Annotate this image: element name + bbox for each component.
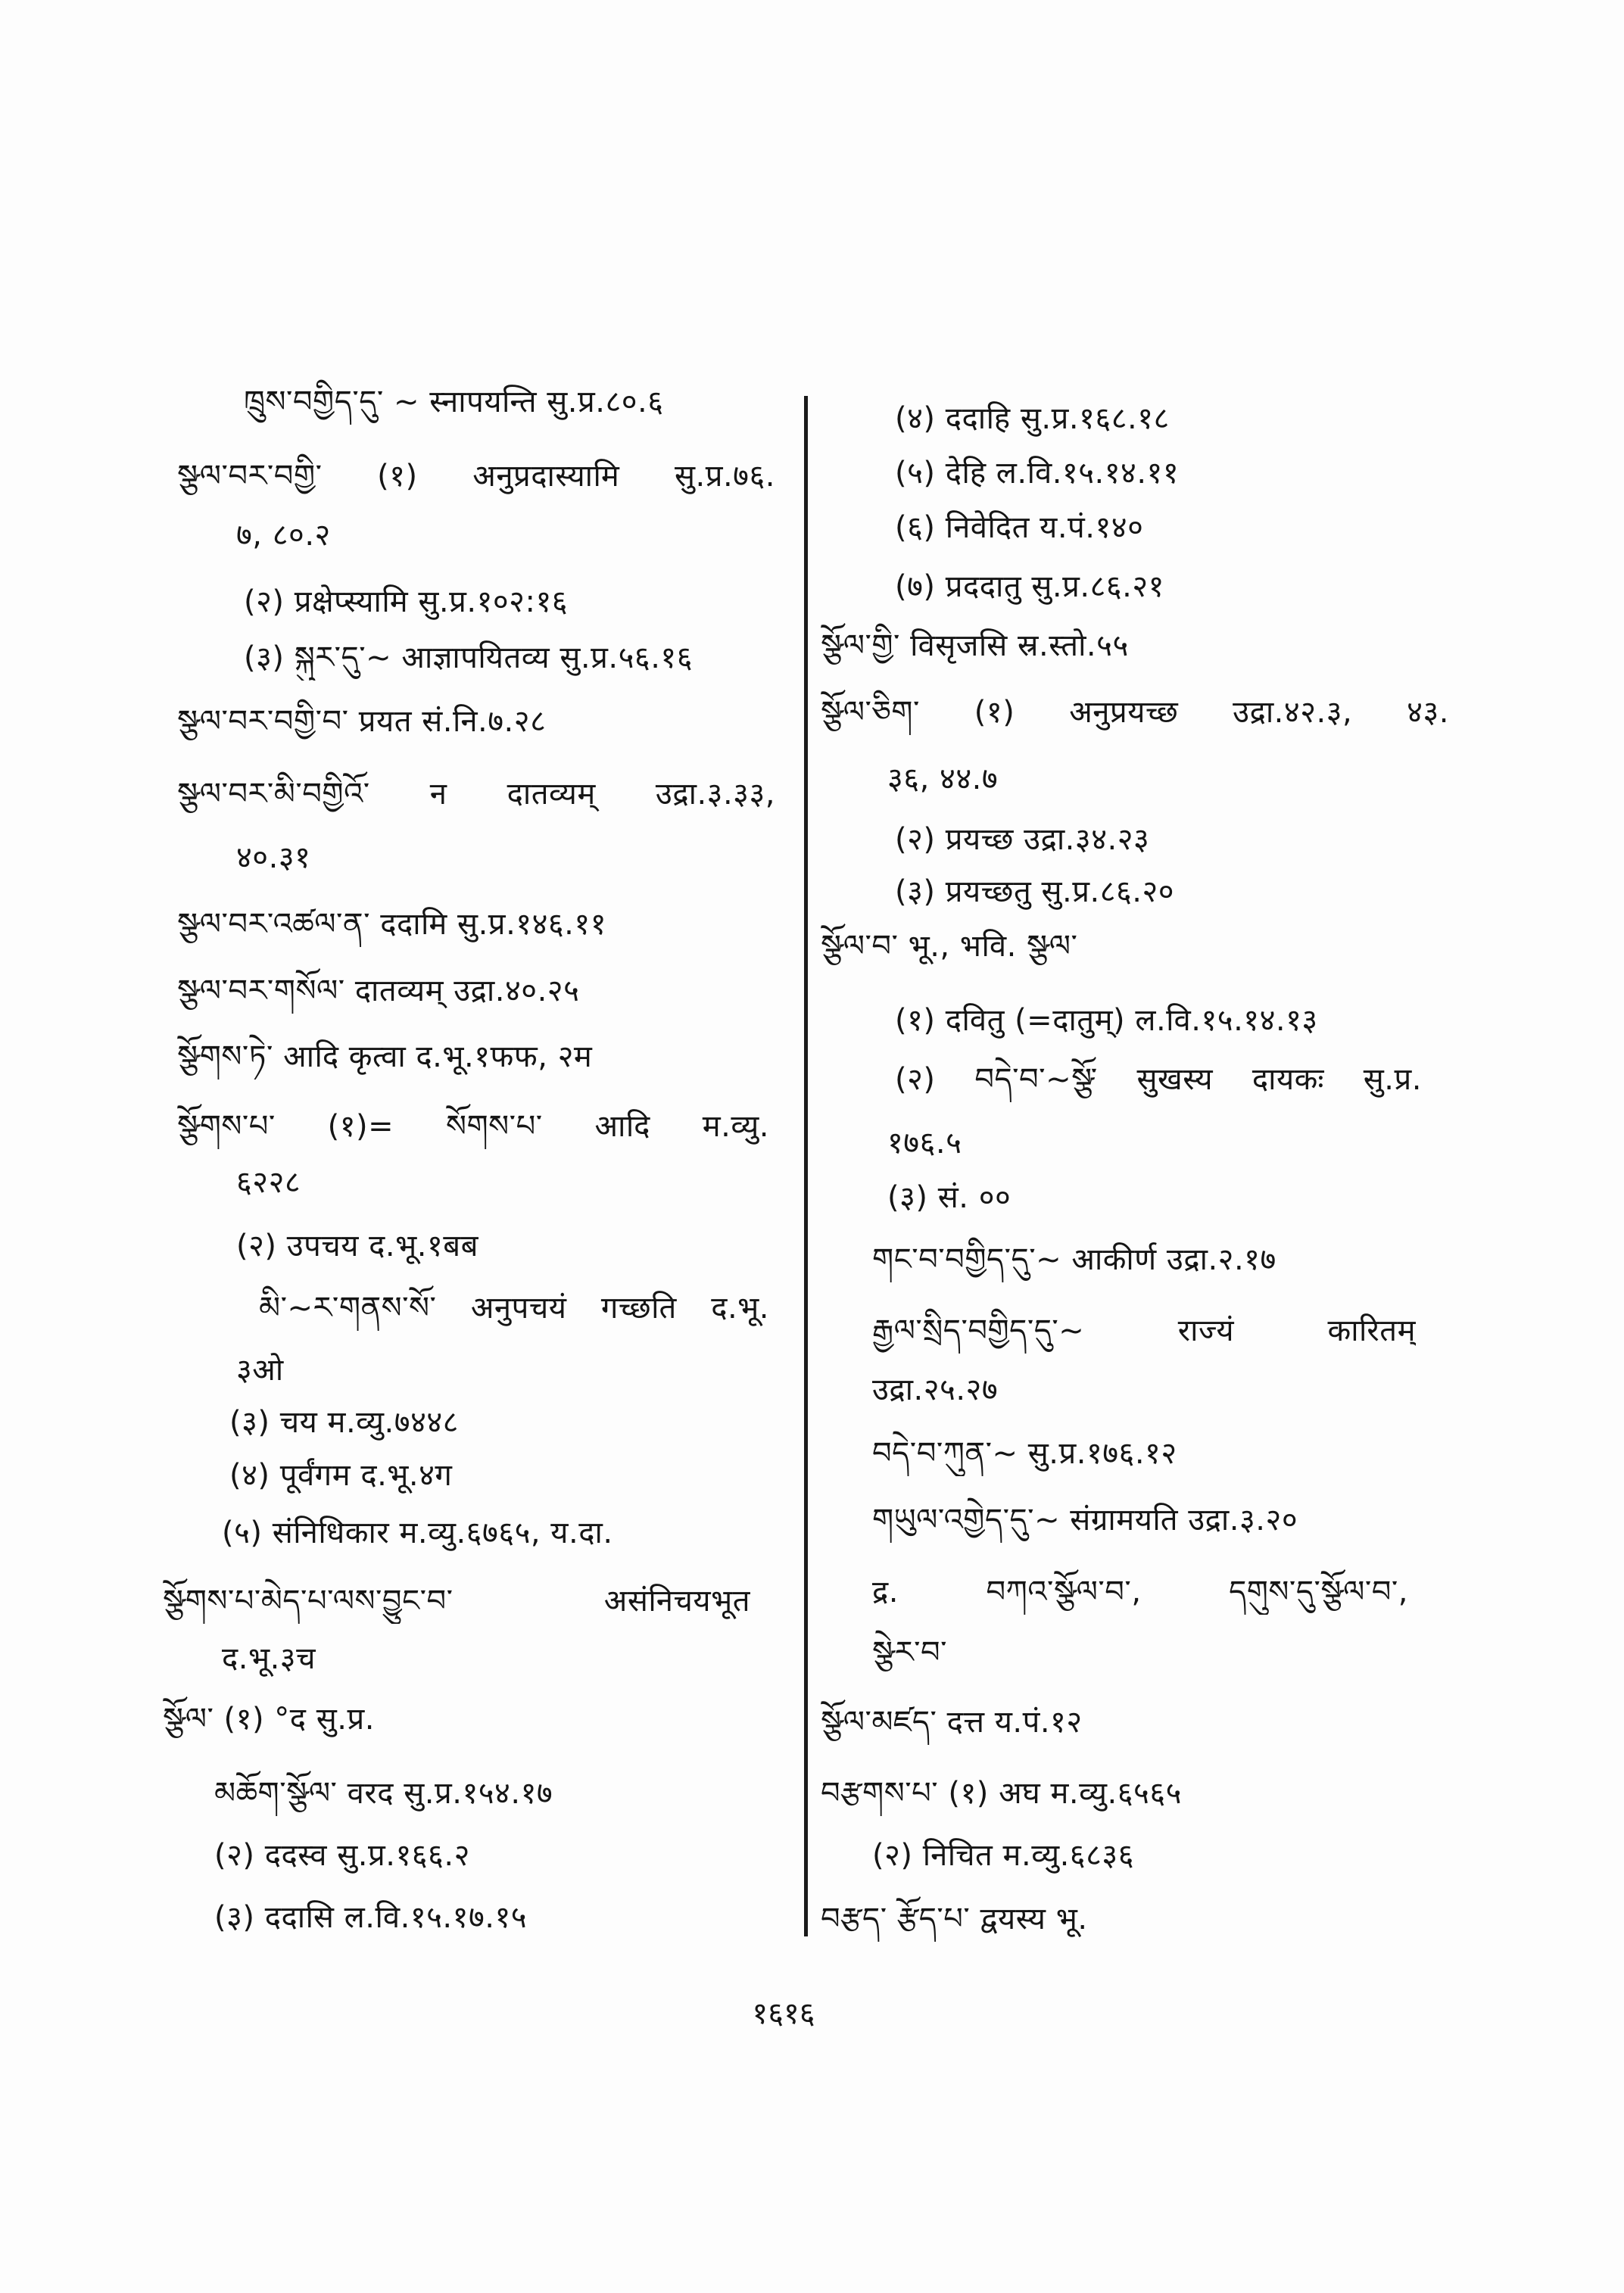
page-number: १६१६ [752, 1996, 815, 2031]
entry-line: (२) उपचय द.भू.१बब [236, 1229, 478, 1263]
entry-line: उद्रा.२५.२७ [872, 1372, 999, 1407]
entry-line: ७, ८०.२ [236, 518, 331, 553]
entry-line: (२) བདེ་བ་~སྩོ་ सुखस्य दायकः सु.प्र. [895, 1062, 1422, 1097]
entry-line: སྩལ་བར་མི་བགྱིའོ་ न दातव्यम् उद्रा.३.३३, [177, 777, 775, 812]
entry-line: (३) སྐུར་དུ་~ आज्ञापयितव्य सु.प्र.५६.१६ [244, 640, 694, 675]
entry-line: སྩོགས་པ་ (१)= སོགས་པ་ आदि म.व्यु. [177, 1109, 769, 1144]
entry-line: (५) देहि ल.वि.१५.१४.११ [895, 456, 1180, 491]
entry-line: གང་བ་བགྱིད་དུ་~ आकीर्ण उद्रा.२.१७ [872, 1242, 1276, 1277]
entry-line: སྩལ་བར་བགྱི་ (१) अनुप्रदास्यामि सु.प्र.७६. [177, 459, 775, 494]
entry-line: སྩོལ་གྱི་ विसृजसि स्र.स्तो.५५ [821, 628, 1129, 663]
entry-line: ३६, ४४.७ [887, 762, 999, 796]
entry-line: གཡུལ་འགྱེད་དུ་~ संग्रामयति उद्रा.३.२० [872, 1503, 1298, 1537]
entry-line: (३) चय म.व्यु.७४४८ [229, 1405, 459, 1440]
entry-line: (७) प्रददातु सु.प्र.८६.२१ [895, 569, 1164, 604]
entry-line: སྩོགས་ཏེ་ आदि कृत्वा द.भू.१फफ, २म [177, 1039, 593, 1074]
entry-line: द.भू.३च [222, 1641, 316, 1676]
entry-line: ३ओ [236, 1353, 284, 1388]
entry-line: སྩོལ་མཛད་ दत्त य.पं.१२ [821, 1705, 1083, 1740]
entry-line: སྩེར་བ་ [872, 1635, 948, 1670]
entry-line: (२) ददस्व सु.प्र.१६६.२ [214, 1838, 470, 1873]
entry-line: (६) निवेदित य.पं.१४० [895, 510, 1144, 545]
entry-line: (२) प्रयच्छ उद्रा.३४.२३ [895, 822, 1150, 857]
entry-line: སྩལ་བར་བགྱི་བ་ प्रयत सं.नि.७.२८ [177, 704, 547, 739]
entry-line: द्र. བཀའ་སྩོལ་བ་, དགུས་དུ་སྩོལ་བ་, [872, 1575, 1408, 1609]
entry-line: བརྩད་ རྩོད་པ་ द्वयस्य भू. [821, 1902, 1088, 1936]
entry-line: (२) निचित म.व्यु.६८३६ [872, 1838, 1134, 1873]
entry-line: སྩོགས་པ་མེད་པ་ལས་བྱུང་བ་ असंनिचयभूत [163, 1584, 750, 1618]
entry-line: (२) प्रक्षेप्स्यामि सु.प्र.१०२:१६ [244, 584, 569, 619]
entry-line: (४) ददाहि सु.प्र.१६८.१८ [895, 401, 1170, 436]
entry-line: བརྩགས་པ་ (१) अघ म.व्यु.६५६५ [821, 1776, 1182, 1811]
entry-line: (४) पूर्वंगम द.भू.४ग [229, 1458, 453, 1493]
entry-line: (३) ददासि ल.वि.१५.१७.१५ [214, 1900, 528, 1935]
entry-line: བདེ་བ་ཀུན་~ सु.प्र.१७६.१२ [872, 1436, 1177, 1471]
entry-line: (३) सं. ०० [887, 1180, 1011, 1215]
entry-line: (५) संनिधिकार म.व्यु.६७६५, य.दा. [222, 1516, 613, 1550]
entry-line: (३) प्रयच्छतु सु.प्र.८६.२० [895, 874, 1175, 909]
entry-line: སྩལ་བར་གསོལ་ दातव्यम् उद्रा.४०.२५ [177, 974, 580, 1008]
entry-line: སྩོལ་ཅིག་ (१) अनुप्रयच्छ उद्रा.४२.३, ४३. [821, 695, 1449, 730]
column-divider [804, 396, 808, 1936]
entry-line: (१) दवितु (=दातुम्) ल.वि.१५.१४.१३ [895, 1003, 1318, 1038]
entry-line: སྩལ་བར་འཚལ་ན་ ददामि सु.प्र.१४६.११ [177, 907, 606, 942]
entry-line: ཁྲུས་བགྱིད་དུ་ ~ स्नापयन्ति सु.प्र.८०.६ [244, 385, 664, 419]
entry-line: སྩོལ་བ་ भू., भवि. སྩལ་ [821, 929, 1078, 964]
entry-line: ४०.३१ [236, 840, 311, 875]
entry-line: སྩོལ་ (१) °द सु.प्र. [163, 1702, 375, 1737]
entry-line: ६२२८ [236, 1165, 301, 1200]
entry-line: རྒྱལ་སྲིད་བགྱིད་དུ་~ राज्यं कारितम् [872, 1313, 1416, 1348]
entry-line: १७६.५ [887, 1126, 962, 1161]
entry-line: མི་~ར་གནས་སོ་ अनुपचयं गच्छति द.भू. [259, 1291, 769, 1326]
entry-line: མཆོག་སྩོལ་ वरद सु.प्र.१५४.१७ [214, 1776, 553, 1811]
